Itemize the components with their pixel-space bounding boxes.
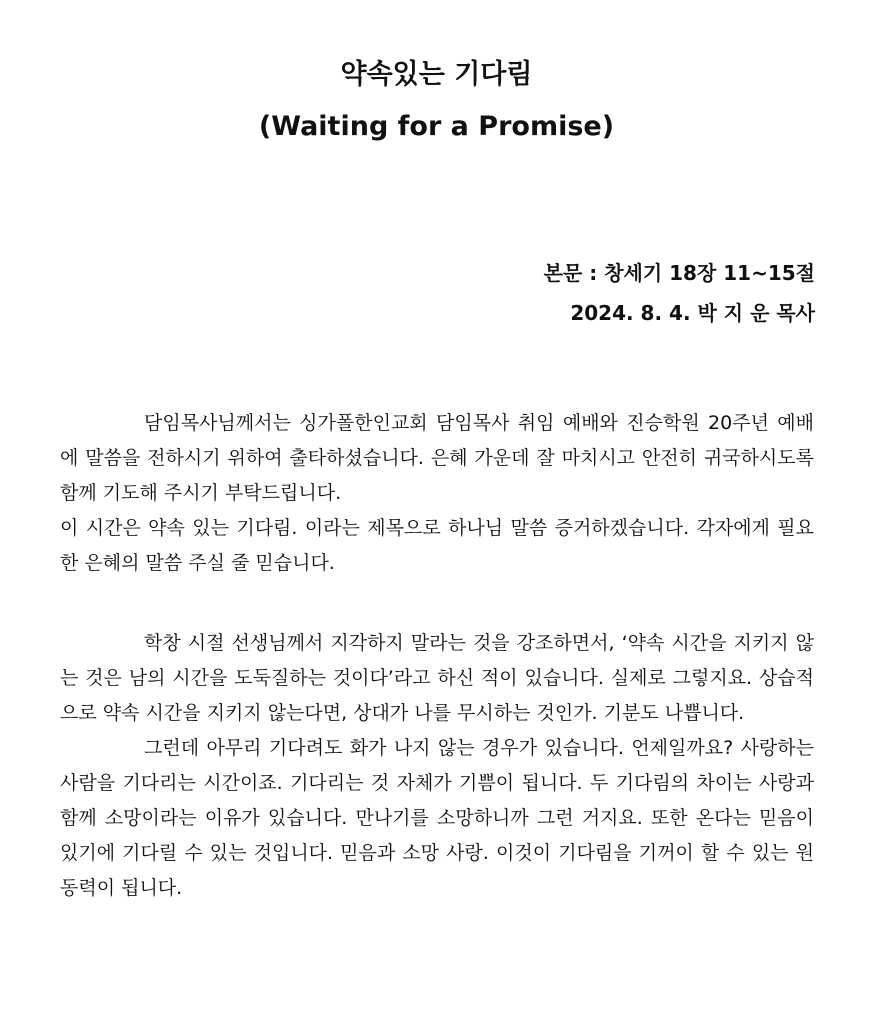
paragraph-announcement: 담임목사님께서는 싱가폴한인교회 담임목사 취임 예배와 진승학원 20주년 예배에 말씀을 전하시기 위하여 출타하셨습니다. 은혜 가운데 잘 마치시고 안전히 귀국하시도록 함께 기도해 주시기 부탁드립니다. [60, 412, 814, 504]
scripture-reference: 본문 : 창세기 18장 11~15절 [543, 261, 815, 285]
paragraph-school-memory: 학창 시절 선생님께서 지각하지 말라는 것을 강조하면서, ‘약속 시간을 지키지 않는 것은 남의 시간을 도둑질하는 것이다’라고 하신 적이 있습니다. 실제로 그렇지요. 상습적으로 약속 시간을 지키지 않는다면, 상대가 나를 무시하는 것인가. 기분도 나쁩니다. [60, 632, 814, 724]
paragraph-waiting-with-love: 그런데 아무리 기다려도 화가 나지 않는 경우가 있습니다. 언제일까요? 사랑하는 사람을 기다리는 시간이죠. 기다리는 것 자체가 기쁨이 됩니다. 두 기다림의 차이는 사랑과 함께 소망이라는 이유가 있습니다. 만나기를 소망하니까 그런 거지요. 또한 온다는 믿음이 있기에 기다릴 수 있는 것입니다. 믿음과 소망 사랑. 이것이 기다림을 기꺼이 할 수 있는 원동력이 됩니다. [60, 737, 814, 899]
intro-section [60, 406, 814, 581]
sermon-subtitle-english: (Waiting for a Promise) [258, 111, 615, 142]
main-section [60, 626, 814, 906]
date-and-pastor: 2024. 8. 4. 박 지 운 목사 [570, 301, 815, 325]
sermon-title: 약속있는 기다림 [340, 59, 533, 90]
paragraph-introduction: 이 시간은 약속 있는 기다림. 이라는 제목으로 하나님 말씀 증거하겠습니다. 각자에게 필요한 은혜의 말씀 주실 줄 믿습니다. [60, 517, 814, 574]
